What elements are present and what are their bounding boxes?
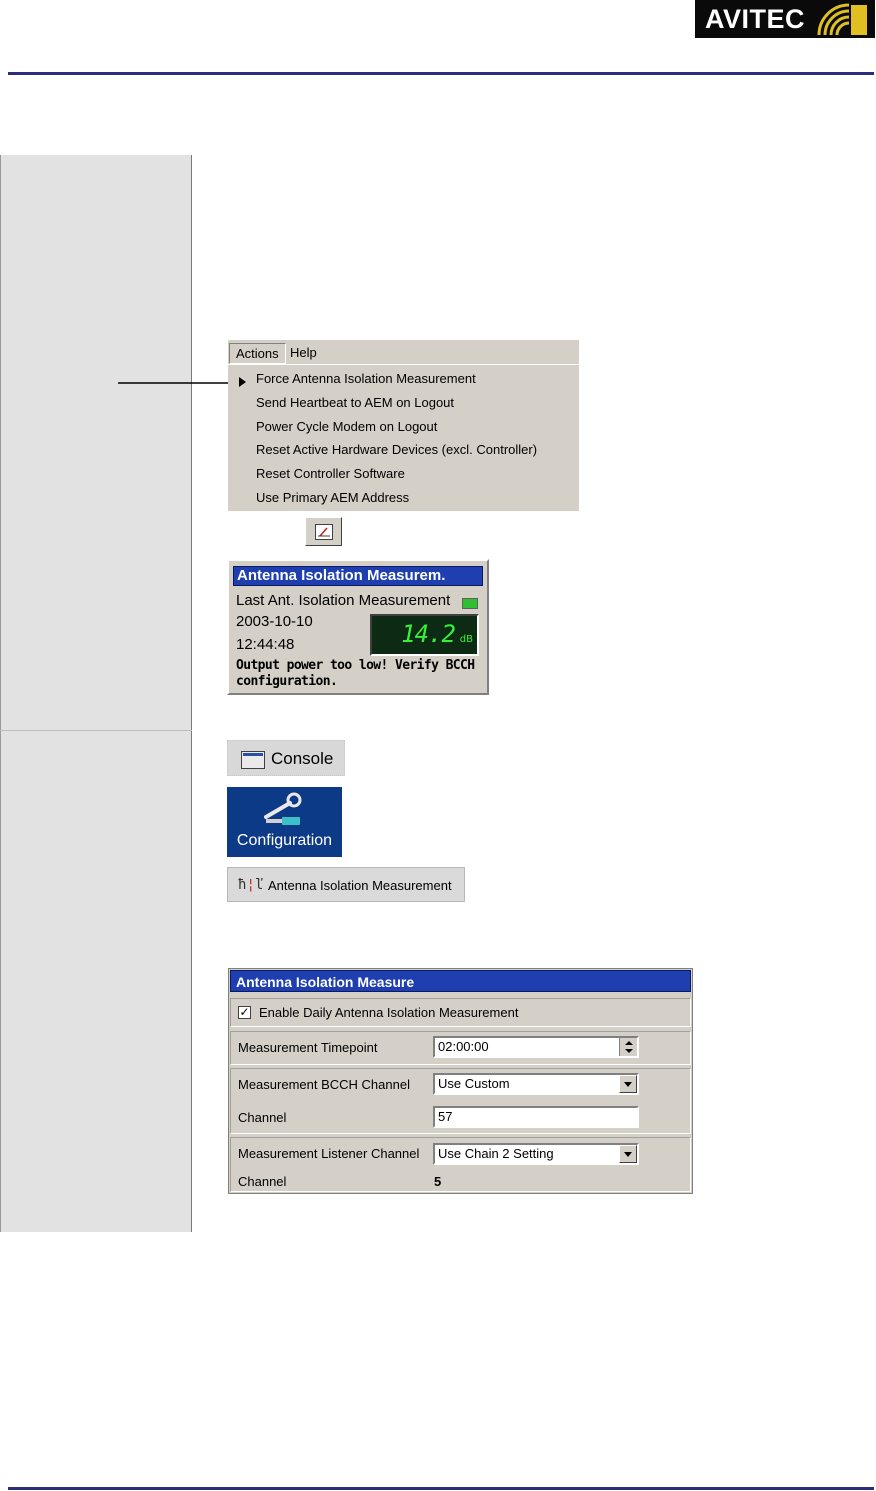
widget-measurement-label: Last Ant. Isolation Measurement [236,592,451,609]
timepoint-value: 02:00:00 [438,1039,489,1054]
listener-label: Measurement Listener Channel [238,1146,420,1161]
menu-item-reset-controller[interactable]: Reset Controller Software [256,466,405,481]
configuration-label: Configuration [236,832,333,849]
bcch-channel-value: 57 [438,1109,453,1124]
menu-item-primary-aem[interactable]: Use Primary AEM Address [256,490,410,505]
footer-rule [8,1487,874,1490]
listener-value: Use Chain 2 Setting [438,1146,554,1161]
listener-select[interactable] [433,1143,639,1165]
actions-menu [228,340,579,511]
avitec-logo [695,0,875,38]
antenna-isolation-widget [227,559,489,695]
menu-bar [228,340,579,365]
menu-item-force-measurement[interactable]: Force Antenna Isolation Measurement [256,371,476,386]
bcch-value: Use Custom [438,1076,510,1091]
bcch-channel-input[interactable] [433,1106,639,1128]
menu-actions[interactable]: Actions [229,343,286,364]
antenna-isolation-tab[interactable] [227,867,465,902]
widget-time: 12:44:48 [236,636,295,653]
listener-channel-value: 5 [434,1174,442,1189]
widget-warning: Output power too low! Verify BCCH configuration. [236,658,475,689]
header-rule [8,72,874,75]
left-column-divider [0,730,192,731]
callout-arrow-icon [118,376,238,390]
antenna-icon: ħ¦ľ [238,877,264,893]
widget-title: Antenna Isolation Measurem. [233,566,483,586]
widget-date: 2003-10-10 [236,613,313,630]
menu-help[interactable]: Help [290,345,317,360]
status-led-icon [462,598,478,609]
enable-daily-checkbox[interactable]: ✓ [239,1005,250,1019]
listener-channel-label: Channel [238,1174,287,1189]
console-button[interactable] [227,740,345,776]
timepoint-label: Measurement Timepoint [238,1040,378,1055]
spinner-arrows-icon[interactable] [619,1038,637,1056]
measure-toolbar-button[interactable] [305,517,342,546]
bcch-label: Measurement BCCH Channel [238,1077,410,1092]
timepoint-field[interactable] [433,1036,639,1058]
bcch-channel-label: Channel [238,1110,287,1125]
lcd-unit: dB [459,634,473,645]
dropdown-arrow-icon[interactable] [619,1075,637,1093]
console-icon [241,751,265,769]
settings-title: Antenna Isolation Measure [230,970,691,992]
lcd-value: 14.2 [401,620,455,648]
menu-item-power-cycle[interactable]: Power Cycle Modem on Logout [256,419,438,434]
logo-text: AVITEC [705,4,806,34]
logo-wave-icon [815,2,869,36]
enable-daily-label: Enable Daily Antenna Isolation Measurement [259,1005,519,1020]
meter-icon [315,524,333,540]
dropdown-arrow-icon[interactable] [619,1145,637,1163]
bcch-select[interactable] [433,1073,639,1095]
antenna-isolation-tab-label: Antenna Isolation Measurement [268,878,452,893]
antenna-isolation-settings [228,968,693,1194]
menu-item-reset-hardware[interactable]: Reset Active Hardware Devices (excl. Controller) [256,442,538,457]
left-margin-column [0,155,192,1232]
menu-item-send-heartbeat[interactable]: Send Heartbeat to AEM on Logout [256,395,455,410]
lcd-display [370,614,479,656]
console-label: Console [271,749,334,768]
menu-pointer-icon [239,377,246,387]
configuration-button[interactable] [227,787,342,857]
tools-icon [260,791,308,829]
